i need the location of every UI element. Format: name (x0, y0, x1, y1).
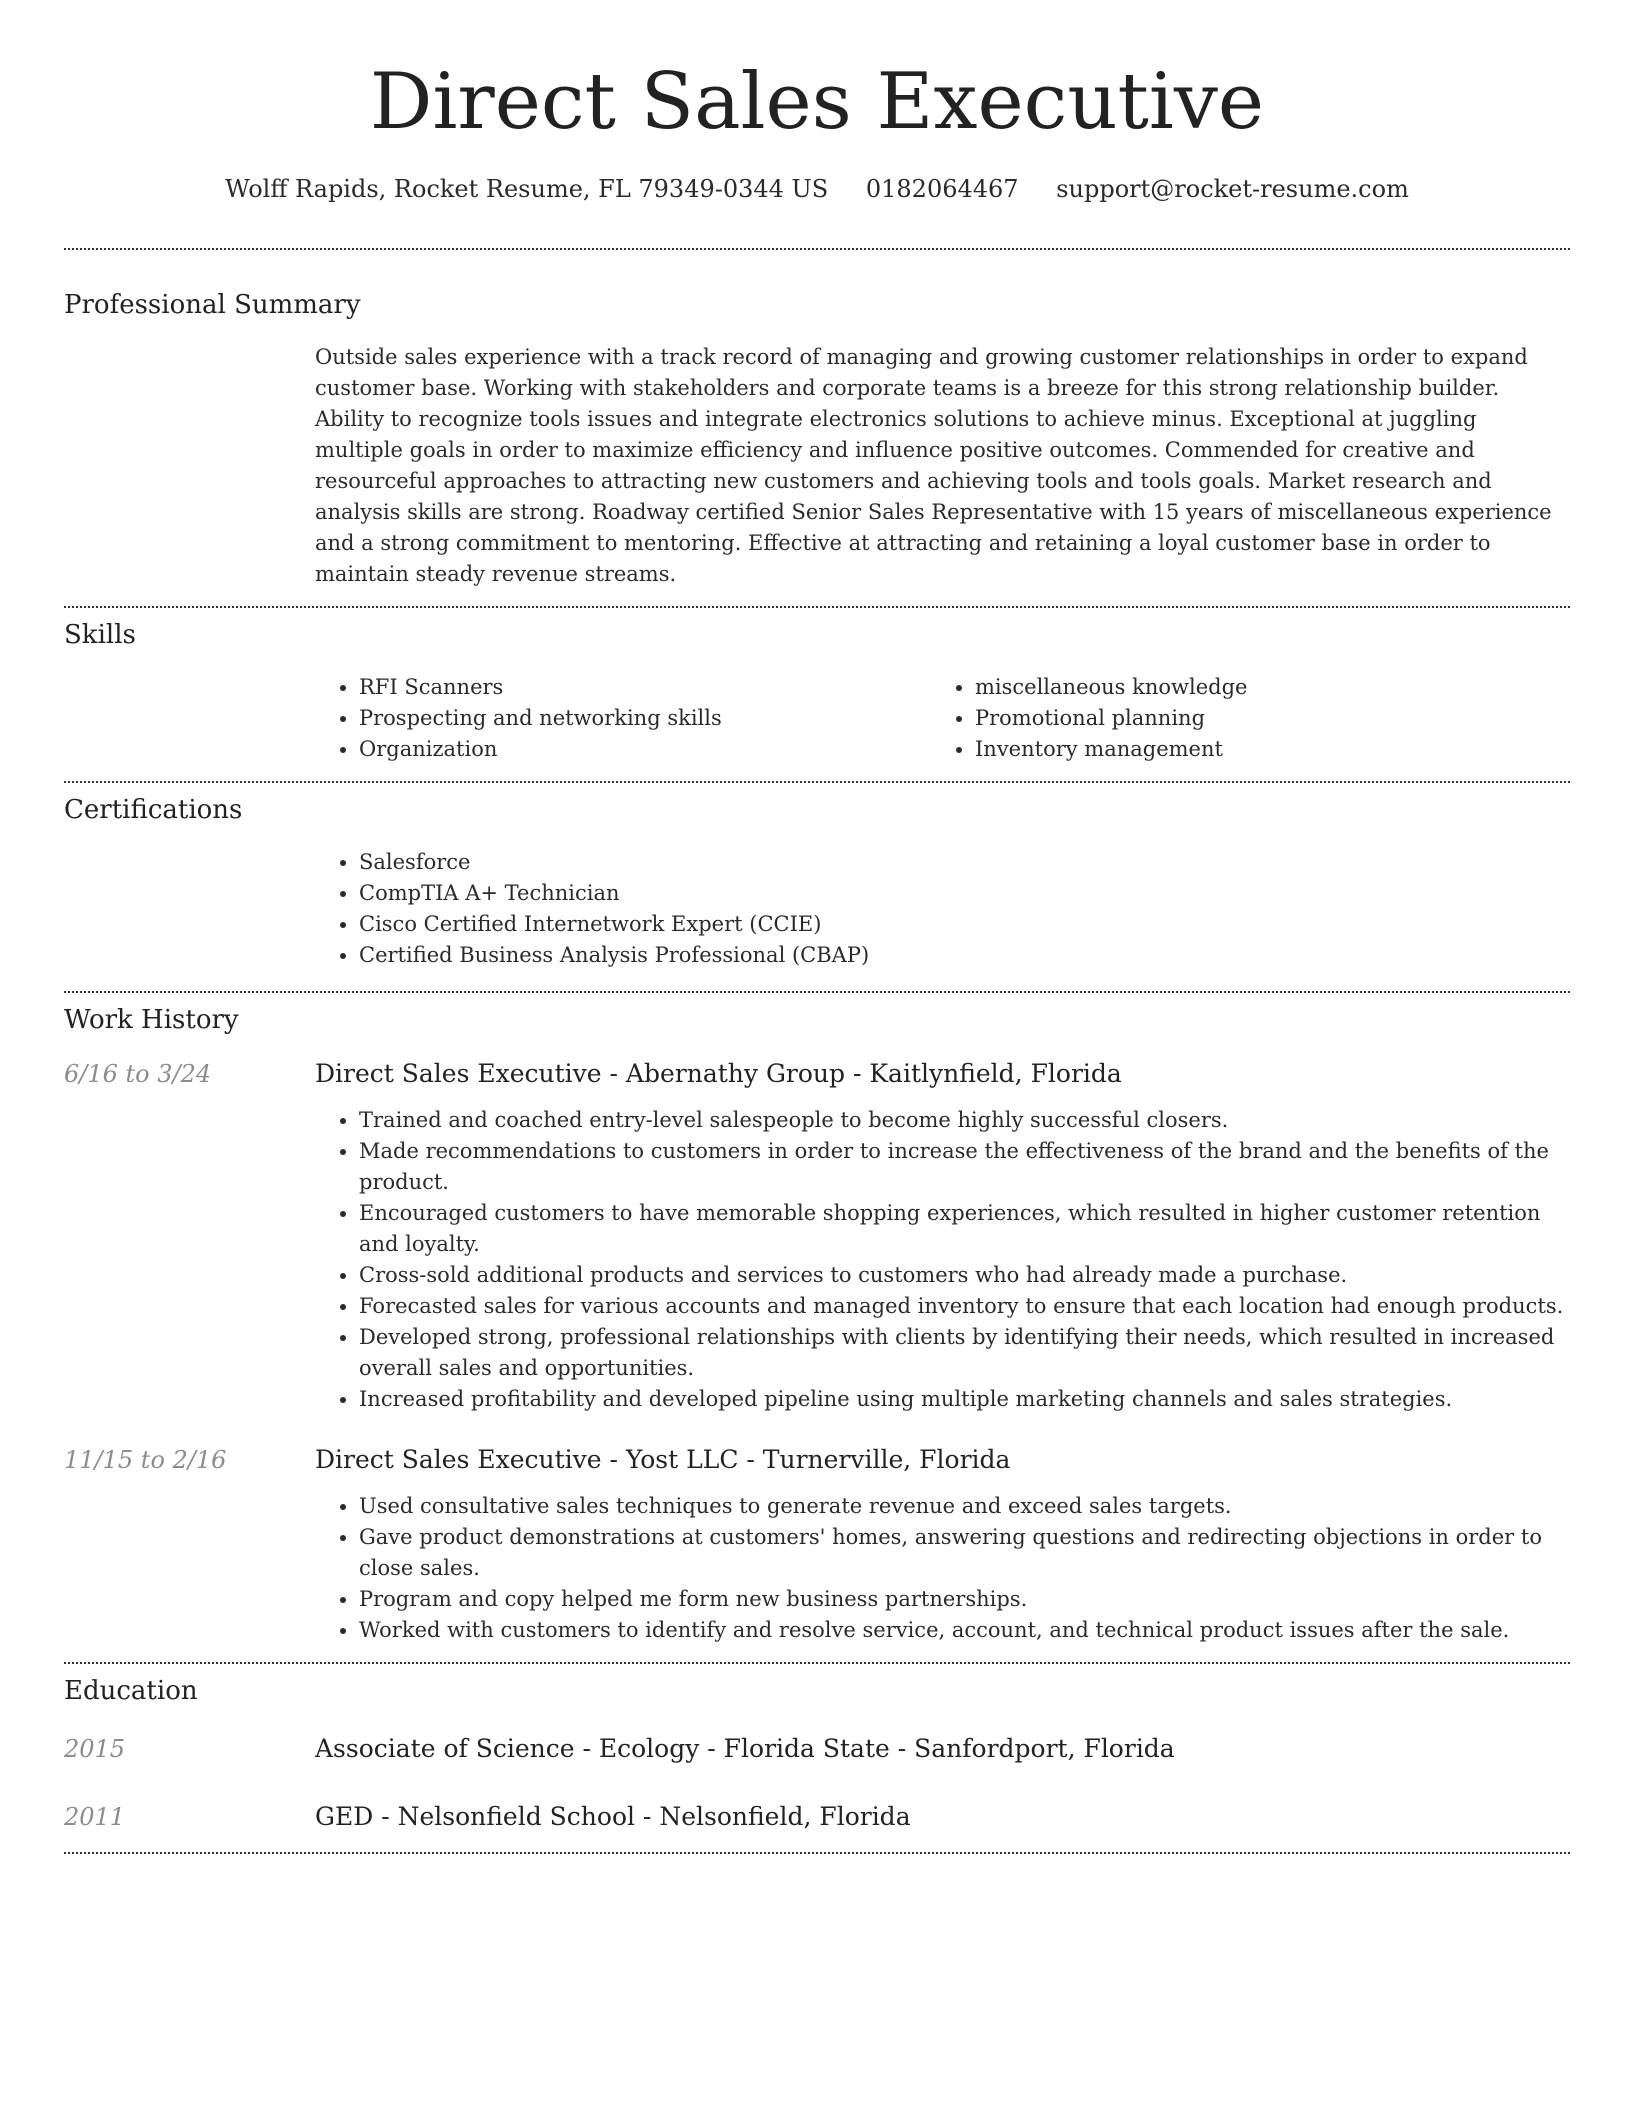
divider (64, 1662, 1570, 1664)
job-bullet: • Encouraged customers to have memorable shopping experiences, which resulted in higher customer retention and loyalty. (359, 1198, 1570, 1260)
certifications-section (64, 793, 1570, 971)
job-bullet: • Increased profitability and developed pipeline using multiple marketing channels and sales strategies. (359, 1384, 1570, 1415)
skills-section (64, 618, 1570, 765)
summary-text: Outside sales experience with a track record of managing and growing customer relationships in order to expand customer base. Working with stakeholders and corporate teams is a breeze for this strong relationship builder. Ability to recognize tools issues and integrate electronics solutions to achieve minus. Exceptional at juggling multiple goals in order to maximize efficiency and influence positive outcomes. Commended for creative and resourceful approaches to attracting new customers and achieving tools and tools goals. Market research and analysis skills are strong. Roadway certified Senior Sales Representative with 15 years of miscellaneous experience and a strong commitment to mentoring. Effective at attracting and retaining a loyal customer base in order to maintain steady revenue streams. (315, 345, 1552, 586)
job-entry (64, 1057, 1570, 1415)
section-heading-work: Work History (64, 1005, 239, 1035)
skills-list-left (315, 672, 931, 765)
section-heading-certifications: Certifications (64, 795, 243, 825)
skill-item: • Prospecting and networking skills (359, 703, 931, 734)
skill-item: • Organization (359, 734, 931, 765)
education-entry (64, 1732, 1570, 1766)
certification-item: • CompTIA A+ Technician (359, 878, 1570, 909)
job-bullet: • Worked with customers to identify and resolve service, account, and technical product issues after the sale. (359, 1615, 1570, 1646)
job-dates: 11/15 to 2/16 (64, 1446, 227, 1474)
job-bullet: • Program and copy helped me form new business partnerships. (359, 1584, 1570, 1615)
education-year: 2015 (64, 1735, 126, 1763)
summary-section (64, 288, 1570, 590)
job-bullets (315, 1491, 1570, 1646)
work-history-section (64, 1003, 1570, 1646)
job-bullet: • Cross-sold additional products and services to customers who had already made a purchase. (359, 1260, 1570, 1291)
job-bullets (315, 1105, 1570, 1415)
section-heading-education: Education (64, 1676, 198, 1706)
job-title: Direct Sales Executive - Abernathy Group - Kaitlynfield, Florida (315, 1059, 1122, 1088)
divider (64, 606, 1570, 608)
job-title: Direct Sales Executive - Yost LLC - Turnerville, Florida (315, 1445, 1011, 1474)
education-degree: GED - Nelsonfield School - Nelsonfield, Florida (315, 1802, 911, 1831)
job-details (315, 1057, 1570, 1415)
education-entry (64, 1800, 1570, 1834)
contact-line (64, 172, 1570, 206)
section-heading-skills: Skills (64, 620, 136, 650)
job-bullet: • Used consultative sales techniques to generate revenue and exceed sales targets. (359, 1491, 1570, 1522)
certification-item: • Certified Business Analysis Professional (CBAP) (359, 940, 1570, 971)
education-section (64, 1674, 1570, 1834)
job-bullet: • Forecasted sales for various accounts and managed inventory to ensure that each location had enough products. (359, 1291, 1570, 1322)
certification-item: • Salesforce (359, 847, 1570, 878)
job-bullet: • Made recommendations to customers in order to increase the effectiveness of the brand and the benefits of the product. (359, 1136, 1570, 1198)
job-bullet: • Developed strong, professional relationships with clients by identifying their needs, which resulted in increased overall sales and opportunities. (359, 1322, 1570, 1384)
contact-phone: 0182064467 (865, 175, 1019, 203)
skill-item: • Inventory management (975, 734, 1547, 765)
certifications-list (315, 847, 1570, 971)
divider (64, 248, 1570, 250)
skill-item: • miscellaneous knowledge (975, 672, 1547, 703)
resume-page (64, 0, 1570, 1854)
divider (64, 781, 1570, 783)
contact-email: support@rocket-resume.com (1056, 175, 1409, 203)
skills-grid (315, 672, 1570, 765)
job-details (315, 1443, 1570, 1646)
education-degree: Associate of Science - Ecology - Florida State - Sanfordport, Florida (315, 1734, 1175, 1763)
resume-name: Direct Sales Executive (369, 57, 1265, 147)
divider (64, 1852, 1570, 1854)
skill-item: • Promotional planning (975, 703, 1547, 734)
education-year: 2011 (64, 1803, 126, 1831)
certification-item: • Cisco Certified Internetwork Expert (CCIE) (359, 909, 1570, 940)
divider (64, 991, 1570, 993)
job-bullet: • Trained and coached entry-level salespeople to become highly successful closers. (359, 1105, 1570, 1136)
contact-address: Wolff Rapids, Rocket Resume, FL 79349-0344 US (225, 175, 829, 203)
skills-list-right (931, 672, 1547, 765)
job-dates: 6/16 to 3/24 (64, 1060, 212, 1088)
job-bullet: • Gave product demonstrations at customers' homes, answering questions and redirecting objections in order to close sales. (359, 1522, 1570, 1584)
skill-item: • RFI Scanners (359, 672, 931, 703)
job-entry (64, 1443, 1570, 1646)
section-heading-summary: Professional Summary (64, 290, 361, 320)
